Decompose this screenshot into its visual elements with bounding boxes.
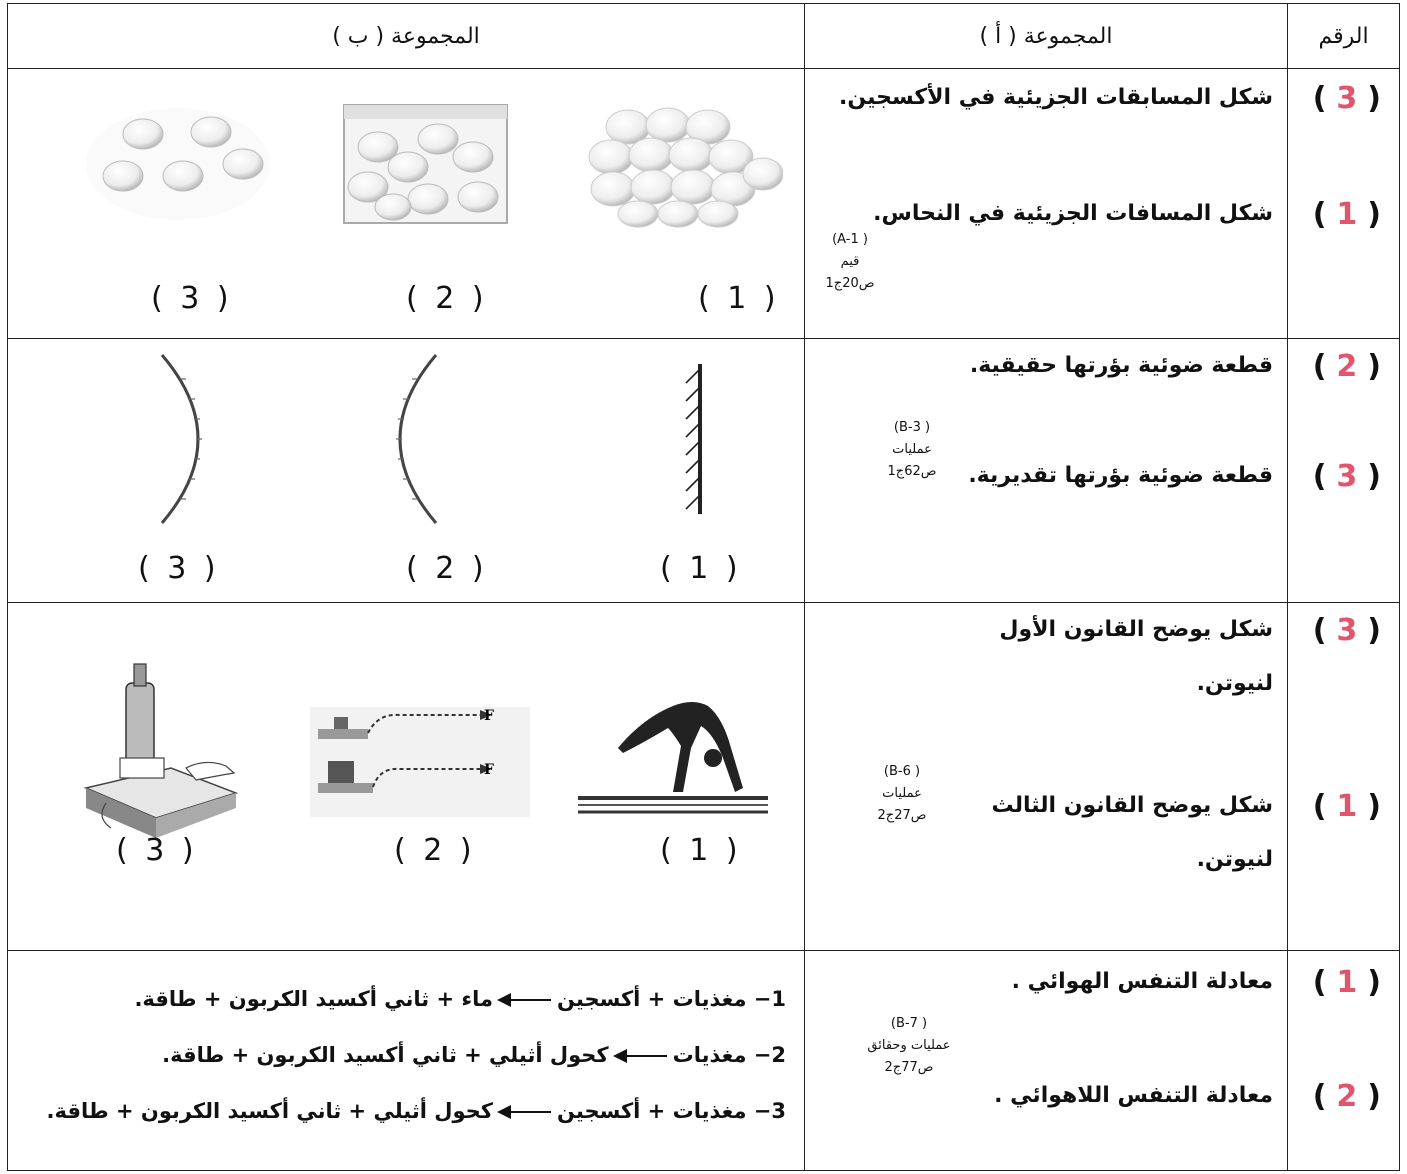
answer-cell — [1288, 339, 1400, 603]
answer-cell — [1288, 603, 1400, 951]
svg-text:F: F — [484, 762, 494, 778]
question-row-1 — [8, 69, 1400, 339]
statement-text: شكل يوضح القانون الثالث — [991, 793, 1273, 818]
answer-number: (1) — [1312, 197, 1383, 232]
bottle-card-figure — [76, 658, 241, 843]
answer-number: (3) — [1312, 459, 1383, 494]
reference-tag: ( B-6) عمليات ص27ج2 — [877, 764, 927, 823]
statement-text: قطعة ضوئية بؤرتها تقديرية. — [968, 463, 1273, 488]
statement-cell — [805, 951, 1288, 1171]
statement-cell — [805, 603, 1288, 951]
equations-cell — [8, 951, 805, 1171]
figure-label: ( 2 ) — [406, 551, 488, 586]
answer-number: (2) — [1312, 1079, 1383, 1114]
statement-text: شكل يوضح القانون الأول — [999, 617, 1273, 642]
figure-label: ( 1 ) — [660, 551, 742, 586]
answer-number: (1) — [1312, 965, 1383, 1000]
header-row — [8, 4, 1400, 69]
equation-line: 1− مغذيات + أكسجينماء + ثاني أكسيد الكربون + طاقة. — [134, 987, 786, 1011]
figure-label: ( 3 ) — [116, 833, 198, 868]
plane-mirror-figure — [668, 359, 718, 519]
equation-line: 3− مغذيات + أكسجينكحول أثيلي + ثاني أكسيد الكربون + طاقة. — [46, 1099, 786, 1123]
reference-tag: ( A-1) قيم ص20ج1 — [825, 232, 875, 291]
reaction-arrow-icon — [499, 1111, 551, 1113]
figure-label: ( 1 ) — [698, 281, 780, 316]
header-group-a: المجموعة ( أ ) — [805, 4, 1288, 69]
statement-cell — [805, 69, 1288, 339]
svg-text:F: F — [484, 708, 494, 724]
worksheet — [8, 3, 1400, 1171]
solid-particles-figure — [583, 99, 783, 229]
matching-table — [7, 3, 1400, 1171]
statement-text: شكل المسابقات الجزيئية في الأكسجين. — [838, 85, 1273, 110]
answer-cell — [1288, 951, 1400, 1171]
figure-label: ( 1 ) — [660, 833, 742, 868]
concave-mirror-figure — [378, 349, 438, 529]
convex-mirror-figure — [158, 349, 218, 529]
gymnast-figure — [573, 688, 773, 818]
statement-text: قطعة ضوئية بؤرتها حقيقية. — [969, 353, 1273, 378]
answer-number: (3) — [1312, 81, 1383, 116]
gas-particles-figure — [83, 104, 273, 224]
statement-text: شكل المسافات الجزيئية في النحاس. — [873, 201, 1273, 226]
header-group-b: المجموعة ( ب ) — [8, 4, 805, 69]
answer-number: (2) — [1312, 349, 1383, 384]
statement-text: معادلة التنفس الهوائي . — [1011, 969, 1273, 994]
answer-number: (3) — [1312, 613, 1383, 648]
figures-cell — [8, 603, 805, 951]
question-row-3 — [8, 603, 1400, 951]
force-mass-figure — [310, 707, 530, 817]
answer-cell — [1288, 69, 1400, 339]
statement-cell — [805, 339, 1288, 603]
statement-text: لنيوتن. — [1196, 847, 1273, 872]
answer-number: (1) — [1312, 789, 1383, 824]
statement-text: لنيوتن. — [1196, 671, 1273, 696]
figure-label: ( 2 ) — [406, 281, 488, 316]
statement-text: معادلة التنفس اللاهوائي . — [994, 1083, 1273, 1108]
header-number: الرقم — [1288, 4, 1400, 69]
reaction-arrow-icon — [499, 999, 551, 1001]
figures-cell — [8, 69, 805, 339]
figure-label: ( 3 ) — [138, 551, 220, 586]
liquid-particles-figure — [338, 99, 513, 229]
question-row-2 — [8, 339, 1400, 603]
figure-label: ( 3 ) — [151, 281, 233, 316]
figures-cell — [8, 339, 805, 603]
question-row-4 — [8, 951, 1400, 1171]
reaction-arrow-icon — [615, 1055, 667, 1057]
reference-tag: ( B-7) عمليات وحقائق ص77ج2 — [867, 1016, 951, 1075]
figure-label: ( 2 ) — [394, 833, 476, 868]
reference-tag: ( B-3) عمليات ص62ج1 — [887, 420, 937, 479]
equation-line: 2− مغذياتكحول أثيلي + ثاني أكسيد الكربون + طاقة. — [162, 1043, 786, 1067]
